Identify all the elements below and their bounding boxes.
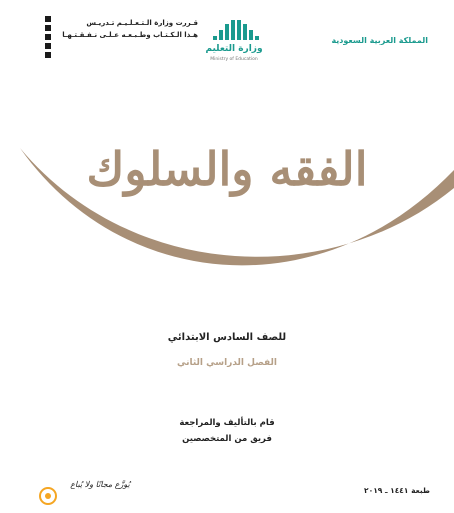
semester-label: الفصل الدراسي الثاني [177, 358, 277, 368]
authored-by-label: قام بالتأليف والمراجعة [179, 418, 275, 428]
grade-label: للصف السادس الابتدائي [167, 332, 287, 343]
ministry-note-line-1: قـررت وزارة الـتـعـلـيـم تـدريـس [86, 19, 198, 27]
free-distribution-label: يُوزَّع مجانًا ولا يُباع [70, 480, 130, 489]
kingdom-name: المملكة العربية السعودية [331, 36, 428, 45]
ministry-note-line-2: هـذا الـكـتـاب وطـبـعـه عـلـى نـفـقـتـهـا [62, 31, 198, 39]
square-dots-icon [43, 16, 53, 66]
team-label: فريق من المتخصصين [182, 434, 272, 444]
ministry-note [58, 17, 198, 41]
book-title: الفقه والسلوك [86, 142, 368, 196]
ministry-name-ar: وزارة التعليم [205, 44, 263, 54]
ministry-name-en: Ministry of Education [210, 57, 258, 62]
circular-logo-icon [38, 486, 58, 506]
edition-label: طبعة ١٤٤١ ـ ٢٠١٩ [364, 486, 430, 495]
